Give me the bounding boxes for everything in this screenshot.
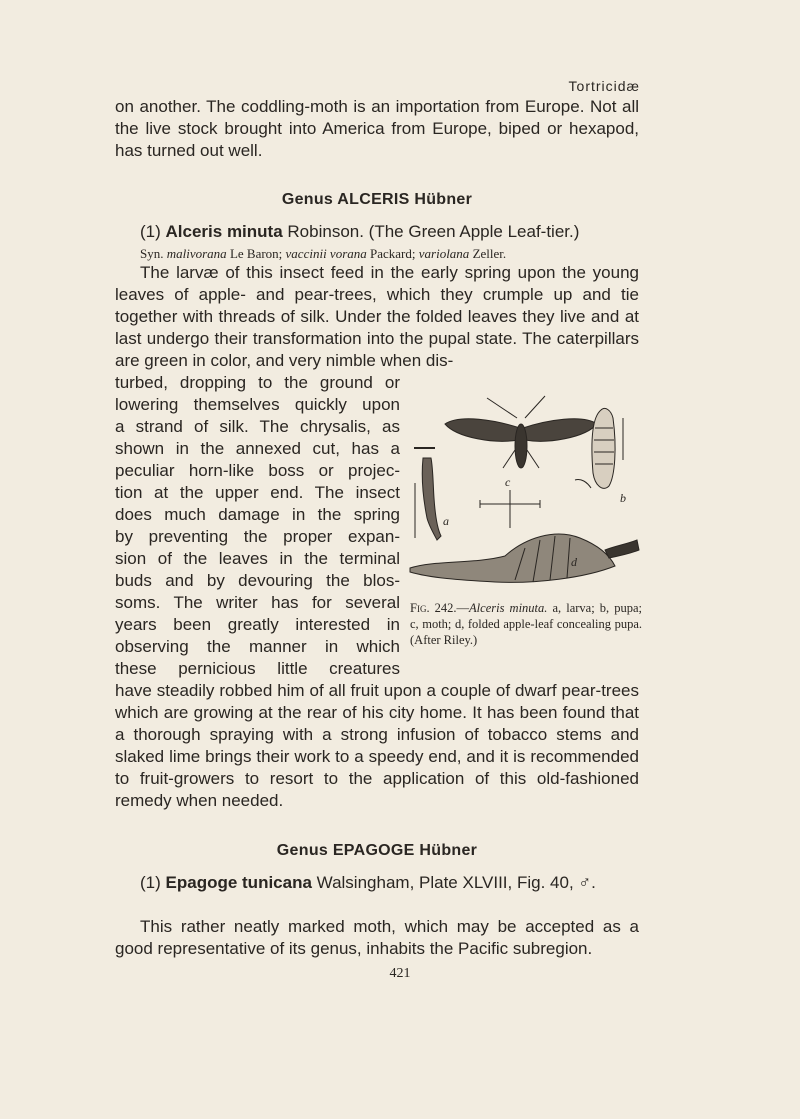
page-number: 421	[389, 966, 411, 981]
alceris-paragraph-full: The larvæ of this insect feed in the early spring upon the young leaves of apple- and pear-trees, which they crumple up and tie together with threads of silk. Under the folded leaves they live and at last undergo their transformation into the pupal state. The caterpillars are green in color, and very nimble when dis-	[115, 263, 639, 370]
alceris-species-entry	[115, 221, 639, 263]
species-line	[115, 872, 639, 894]
species-number: (1)	[140, 873, 161, 892]
species-common-name: Robinson. (The Green Apple Leaf-tier.)	[282, 222, 580, 241]
figure-species: Alceris minuta.	[469, 601, 548, 615]
moth-drawing	[445, 396, 597, 468]
genus-epagoge-heading: Genus EPAGOGE Hübner	[276, 842, 478, 859]
species-line	[115, 221, 639, 243]
alceris-figure	[405, 388, 645, 593]
epagoge-paragraph: This rather neatly marked moth, which may be accepted as a good representative of its genus, inhabits the Pacific subregion.	[115, 917, 639, 958]
synonym-3: variolana	[418, 246, 470, 261]
wrap-line: buds and by devouring the blos-	[115, 571, 400, 590]
genus-alceris-heading: Genus ALCERIS Hübner	[281, 191, 473, 208]
figure-label-b: b	[620, 491, 626, 505]
wrap-line: by preventing the proper expan-	[115, 527, 400, 546]
figure-caption: Fig. 242.—Alceris minuta. a, larva; b, pupa; c, moth; d, folded apple-leaf concealing pupa. (After Riley.)	[410, 601, 642, 647]
wrap-line: a strand of silk. The chrysalis, as	[115, 417, 400, 436]
running-head: Tortricidæ	[568, 78, 640, 94]
species-number: (1)	[140, 222, 161, 241]
synonym-2: vaccinii vorana	[285, 246, 367, 261]
figure-label-a: a	[443, 514, 449, 528]
scale-mark	[480, 490, 540, 528]
alceris-paragraph-continued: have steadily robbed him of all fruit upon a couple of dwarf pear-trees which are growing at the rear of his city home. It has been found that a thorough spraying with a strong infusion of tobacco stems and slaked lime brings their work to a speedy end, and it is recommended to fruit-growers to resort to the application of this old-fashioned remedy when needed.	[115, 681, 639, 810]
wrap-line: shown in the annexed cut, has a	[115, 439, 400, 458]
figure-number: Fig. 242.	[410, 601, 457, 615]
folded-leaf-drawing	[410, 534, 639, 582]
epagoge-species-entry	[115, 872, 639, 894]
wrap-line: lowering themselves quickly upon	[115, 395, 400, 414]
species-name: Epagoge tunicana	[165, 873, 312, 892]
synonymy: Syn. malivorana Le Baron; vaccinii vorana Packard; variolana Zeller.	[140, 246, 507, 261]
species-name: Alceris minuta	[165, 222, 283, 241]
figure-label-c: c	[505, 475, 511, 489]
figure-legend: a, larva; b, pupa; c, moth; d, folded apple-leaf concealing pupa. (After Riley.)	[410, 601, 642, 647]
wrap-line: peculiar horn-like boss or projec-	[115, 461, 400, 480]
figure-label-d: d	[571, 555, 577, 569]
wrap-line: sion of the leaves in the terminal	[115, 549, 400, 568]
wrap-line: observing the manner in which	[115, 637, 400, 656]
wrap-line: soms. The writer has for several	[115, 593, 400, 612]
species-reference: Walsingham, Plate XLVIII, Fig. 40, ♂.	[311, 873, 596, 892]
wrap-line: these pernicious little creatures	[115, 659, 400, 678]
wrap-line: turbed, dropping to the ground or	[115, 373, 400, 392]
wrap-line: years been greatly interested in	[115, 615, 400, 634]
wrap-line: tion at the upper end. The insect	[115, 483, 400, 502]
alceris-illustration	[405, 388, 645, 593]
wrap-line: does much damage in the spring	[115, 505, 400, 524]
intro-paragraph: on another. The coddling-moth is an importation from Europe. Not all the live stock brought into America from Europe, biped or hexapod, has turned out well.	[115, 97, 639, 160]
larva-drawing	[414, 448, 441, 540]
synonym-1: malivorana	[166, 246, 227, 261]
